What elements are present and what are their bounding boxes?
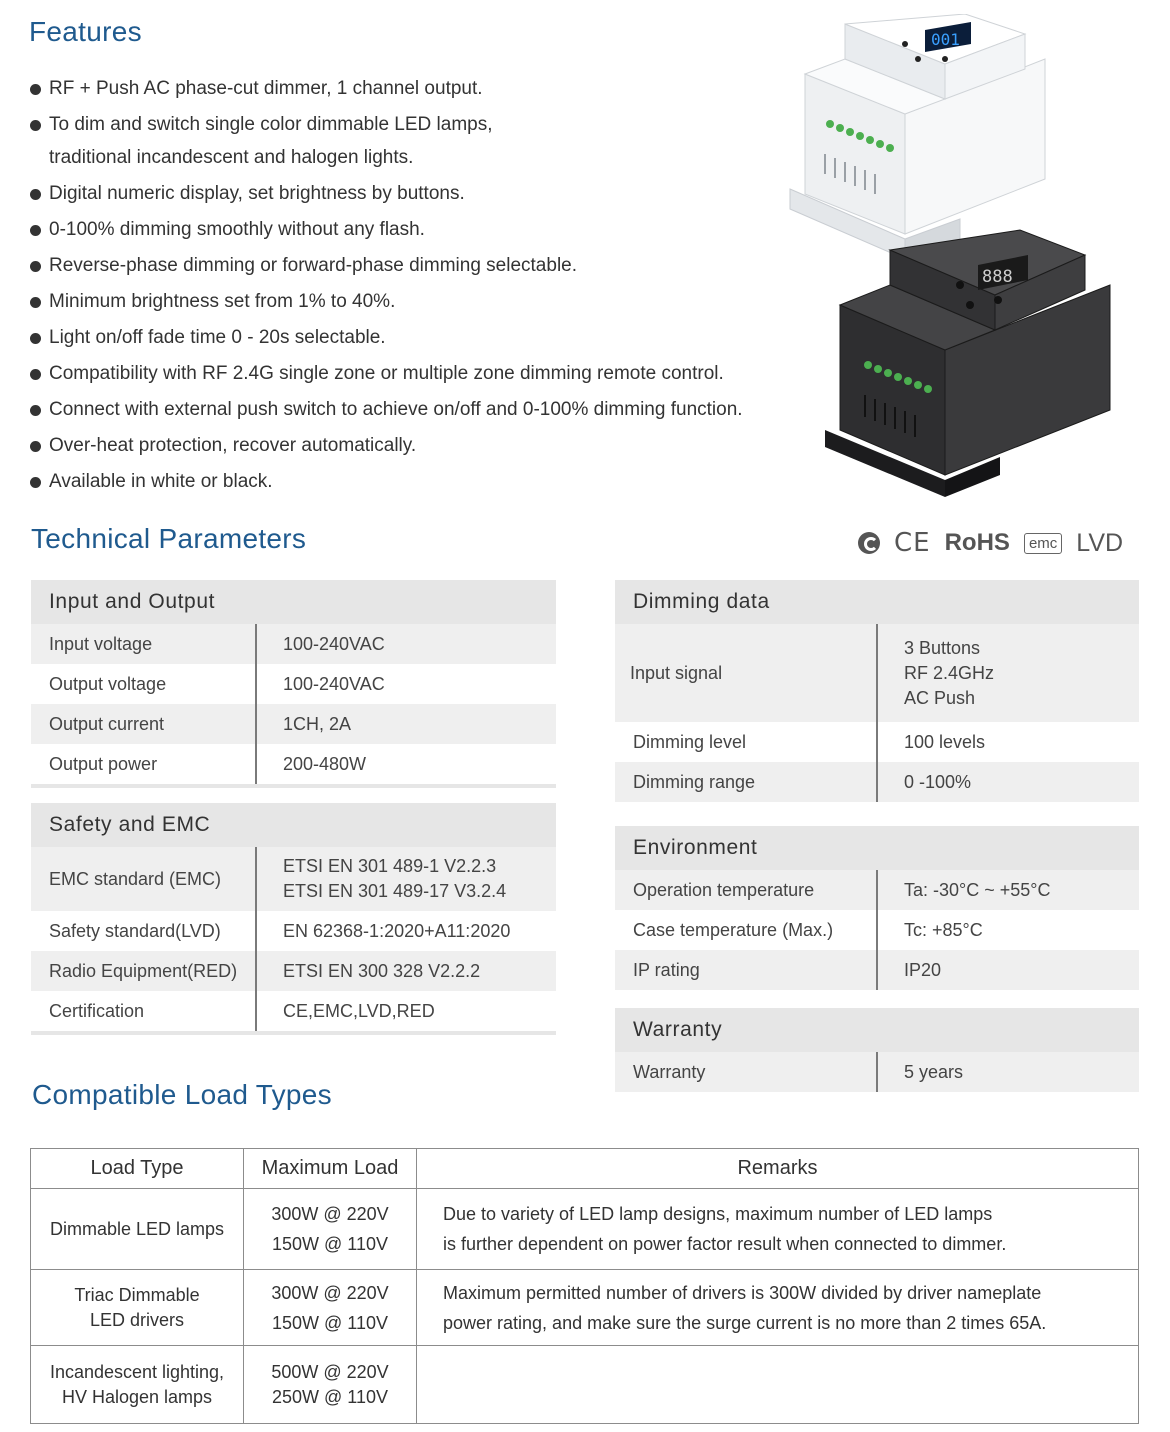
bullet-icon [30, 441, 41, 452]
feature-item: Reverse-phase dimming or forward-phase dimming selectable. [30, 249, 810, 282]
bullet-icon [30, 405, 41, 416]
feature-item: Over-heat protection, recover automatically. [30, 429, 810, 462]
table-row: Certification CE,EMC,LVD,RED [31, 991, 556, 1031]
table-row: Output voltage 100-240VAC [31, 664, 556, 704]
certification-logos [858, 528, 1123, 558]
load-types-title: Compatible Load Types [32, 1079, 332, 1110]
feature-item: Digital numeric display, set brightness by buttons. [30, 177, 810, 210]
feature-item: RF + Push AC phase-cut dimmer, 1 channel output. [30, 72, 810, 105]
table-row: Dimmable LED lamps 300W @ 220V 150W @ 110V Due to variety of LED lamp designs, maximum number of LED lamps is further dependent on power factor result when connected to dimmer. [31, 1189, 1139, 1270]
table-row: Safety standard(LVD) EN 62368-1:2020+A11:2020 [31, 911, 556, 951]
table-header: Environment [615, 826, 1139, 870]
technical-title: Technical Parameters [31, 523, 307, 554]
feature-item: Minimum brightness set from 1% to 40%. [30, 285, 810, 318]
bullet-icon [30, 225, 41, 236]
table-row: Radio Equipment(RED) ETSI EN 300 328 V2.2.2 [31, 951, 556, 991]
bullet-icon [30, 369, 41, 380]
feature-item: Available in white or black. [30, 465, 810, 498]
safety-emc-table [31, 803, 556, 1035]
table-header: Warranty [615, 1008, 1139, 1052]
table-row: Incandescent lighting, HV Halogen lamps 500W @ 220V 250W @ 110V [31, 1346, 1139, 1424]
bullet-icon [30, 297, 41, 308]
table-row: Input signal 3 Buttons RF 2.4GHz AC Push [615, 624, 1139, 722]
environment-table [615, 826, 1139, 990]
table-header: Dimming data [615, 580, 1139, 624]
table-row: Case temperature (Max.) Tc: +85°C [615, 910, 1139, 950]
dimming-data-table [615, 580, 1139, 802]
white-display-readout: 001 [931, 30, 960, 49]
table-row: Dimming level 100 levels [615, 722, 1139, 762]
black-dimmer-image [820, 225, 1120, 500]
table-row: Output current 1CH, 2A [31, 704, 556, 744]
column-header: Remarks [417, 1149, 1139, 1189]
bullet-icon [30, 84, 41, 95]
table-header: Safety and EMC [31, 803, 556, 847]
cqc-mark-icon [858, 532, 880, 554]
table-row: IP rating IP20 [615, 950, 1139, 990]
table-row: Output power 200-480W [31, 744, 556, 784]
input-output-table [31, 580, 556, 788]
table-row: Dimming range 0 -100% [615, 762, 1139, 802]
feature-item: Compatibility with RF 2.4G single zone or multiple zone dimming remote control. [30, 357, 810, 390]
table-row: Warranty 5 years [615, 1052, 1139, 1092]
load-types-table [30, 1148, 1139, 1424]
lvd-mark: LVD [1076, 528, 1124, 557]
features-list [30, 72, 810, 501]
column-header: Maximum Load [244, 1149, 417, 1189]
table-header-row [31, 1149, 1139, 1189]
warranty-table [615, 1008, 1139, 1092]
feature-item: Connect with external push switch to achieve on/off and 0-100% dimming function. [30, 393, 810, 426]
table-row: Input voltage 100-240VAC [31, 624, 556, 664]
column-header: Load Type [31, 1149, 244, 1189]
bullet-icon [30, 477, 41, 488]
bullet-icon [30, 120, 41, 131]
table-row: Operation temperature Ta: -30°C ~ +55°C [615, 870, 1139, 910]
feature-item: 0-100% dimming smoothly without any flash. [30, 213, 810, 246]
table-header: Input and Output [31, 580, 556, 624]
table-row: Triac Dimmable LED drivers 300W @ 220V 150W @ 110V Maximum permitted number of drivers is 300W divided by driver nameplate power rating, and make sure the surge current is no more than 2 times 65A. [31, 1270, 1139, 1346]
ce-mark: CE [894, 528, 931, 558]
feature-item: Light on/off fade time 0 - 20s selectable. [30, 321, 810, 354]
emc-mark: emc [1024, 533, 1062, 554]
bullet-icon [30, 261, 41, 272]
table-row: EMC standard (EMC) ETSI EN 301 489-1 V2.2.3 ETSI EN 301 489-17 V3.2.4 [31, 847, 556, 911]
bullet-icon [30, 333, 41, 344]
rohs-mark: RoHS [944, 529, 1010, 556]
black-display-readout: 888 [982, 267, 1013, 287]
feature-item: To dim and switch single color dimmable LED lamps, traditional incandescent and halogen lights. [30, 108, 810, 174]
features-title: Features [29, 16, 142, 47]
bullet-icon [30, 189, 41, 200]
